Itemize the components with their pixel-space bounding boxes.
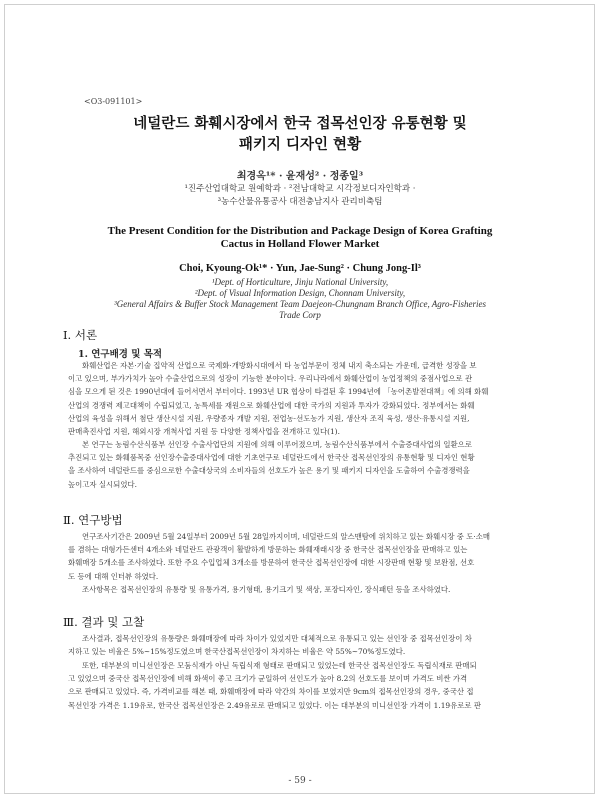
english-authors: Choi, Kyoung-Ok¹* · Yun, Jae-Sung² · Chung Jong-Il³ [179,263,421,274]
text-line: 본 연구는 농림수산식품부 선인장 수출사업단의 지원에 의해 이루어졌으며, 농림수산식품부에서 수출증대사업의 일환으로 [82,440,472,449]
methods-paragraph-1 [68,530,532,583]
section-heading-intro: Ⅰ. 서론 [63,328,98,342]
text-line: 을 조사하여 네덜란드를 중심으로한 수출대상국의 소비자들의 선호도가 높은 용기 및 패키지 디자인을 도출하여 수출경쟁력을 [68,466,470,476]
korean-affiliation-line-2: ³농수산물유통공사 대전충남지사 관리비축팀 [217,197,383,207]
text-line: 또한, 대부분의 미니선인장은 모둠식재가 아닌 독립식재 형태로 판매되고 있었는데 한국산 접목선인장도 독립식재로 판매되 [82,661,477,670]
text-line: 조사결과, 접목선인장의 유통량은 화훼매장에 따라 차이가 있었지만 대체적으로 유통되고 있는 선인장 중 접목선인장이 차 [82,634,472,643]
text-line: 이고 있으며, 부가가치가 높아 수출산업으로의 성장이 기능한 분야이다. 우리나라에서 화훼산업이 농업정책의 중점사업으로 관 [68,374,473,384]
text-line: 목선인장 가격은 1.19유로, 한국산 접목선인장은 2.49유로로 판매되고 있었다. 이는 대부분의 미니선인장 가격이 1.19유로로 판 [68,700,482,710]
text-line: 판매촉진사업 지원, 해외시장 개척사업 지원 등 다양한 정책사업을 전개하고 있다(1). [68,427,340,437]
text-line: 지하고 있는 비율은 5%~15%정도였으며 한국산접목선인장이 차지하는 비율은 약 55%~70%정도였다. [68,647,406,657]
paper-code: <O3-091101> [84,97,143,106]
section-heading-results: Ⅲ. 결과 및 고찰 [63,615,145,629]
english-affiliation-line-2: ²Dept. of Visual Information Design, Chonnam University, [194,288,406,298]
korean-authors: 최경옥¹* · 윤재성² · 정종일³ [236,171,364,182]
english-title-line-1: The Present Condition for the Distribution and Package Design of Korea Grafting [107,225,493,237]
text-line: 도 등에 대해 인터뷰 하였다. [68,571,159,581]
results-paragraph-2 [68,659,532,712]
intro-paragraph-2 [68,438,532,491]
results-paragraph-1 [68,632,532,658]
text-line: 조사항목은 접목선인장의 유통량 및 유통가격, 용기형태, 용기크기 및 색상, 포장디자인, 장식패턴 등을 조사하였다. [82,585,451,594]
english-affiliation-line-3: ³General Affairs & Buffer Stock Management Team Daejeon-Chungnam Branch Office, Agro-Fisheries [114,299,486,309]
text-line: 산업의 경쟁력 제고대책이 수립되었고, 농특세를 재원으로 화훼산업에 대한 국가의 지원과 투자가 강화되었다. 정부에서는 화훼 [68,400,475,410]
text-line: 심을 모으게 된 것은 1990년대에 들어서면서 부터이다. 1993년 UR 협상이 타결된 후 1994년에 「농어촌발전대책」에 의해 화훼 [68,387,489,397]
text-line: 연구조사기간은 2009년 5월 24일부터 2009년 5월 28일까지이며, 네덜란드의 알스맨탐에 위치하고 있는 화훼시장 중 도·소매 [82,532,491,541]
korean-title-line-1: 네덜란드 화훼시장에서 한국 접목선인장 유통현황 및 [133,115,467,132]
text-line: 으로 판매되고 있었다. 즉, 가격비교를 해본 때, 화훼매장에 따라 약간의 차이를 보였지만 9cm의 접목선인장의 경우, 중국산 접 [68,687,474,697]
text-line: 화훼산업은 자본·기술 집약적 산업으로 국제화·개방화시대에서 타 농업부문이 정체 내지 축소되는 가운데, 급격한 성장을 보 [82,361,477,370]
text-line: 추진되고 있는 화훼품목중 선인장수출증대사업에 대한 기초연구로 네덜란드에서 한국산 접목선인장의 유통현황 및 디자인 현황 [68,453,475,463]
korean-title-line-2: 패키지 디자인 현황 [238,136,362,153]
english-affiliation-line-4: Trade Corp [279,310,321,320]
page-number: - 59 - [288,776,312,786]
text-line: 고 있었으며 중국산 접목선인장에 비해 화색이 좋고 크기가 균일하여 선인도가 높아 8.2의 선호도를 보이며 가격도 비싼 가격 [68,674,468,684]
english-title-line-2: Cactus in Holland Flower Market [220,238,380,250]
text-line: 산업의 육성을 위해서 첨단 생산시설 지원, 우량종자 개발 지원, 전업농·선도농가 지원, 생산자 조직 육성, 생산·유통시설 지원, [68,413,470,423]
text-line: 화훼매장 5개소를 조사하였다. 또한 주요 수입업체 3개소를 방문하여 한국산 접목선인장에 대한 시장판매 현황 및 보완점, 선호 [68,558,475,568]
methods-paragraph-2 [68,583,532,596]
section-heading-methods: Ⅱ. 연구방법 [63,513,123,527]
english-affiliation-line-1: ¹Dept. of Horticulture, Jinju National University, [211,277,389,287]
text-line: 를 겸하는 대형가든센터 4개소와 네덜란드 관광객이 활발하게 방문하는 화훼재래시장 중 한국산 접목선인장을 판매하고 있는 [68,545,468,555]
intro-paragraph-1 [68,359,532,438]
korean-affiliation-line-1: ¹진주산업대학교 원예학과 · ²전남대학교 시각정보디자인학과 · [184,184,416,194]
subsection-heading-background: 1. 연구배경 및 목적 [78,349,163,360]
text-line: 높이고자 실시되었다. [68,479,137,489]
